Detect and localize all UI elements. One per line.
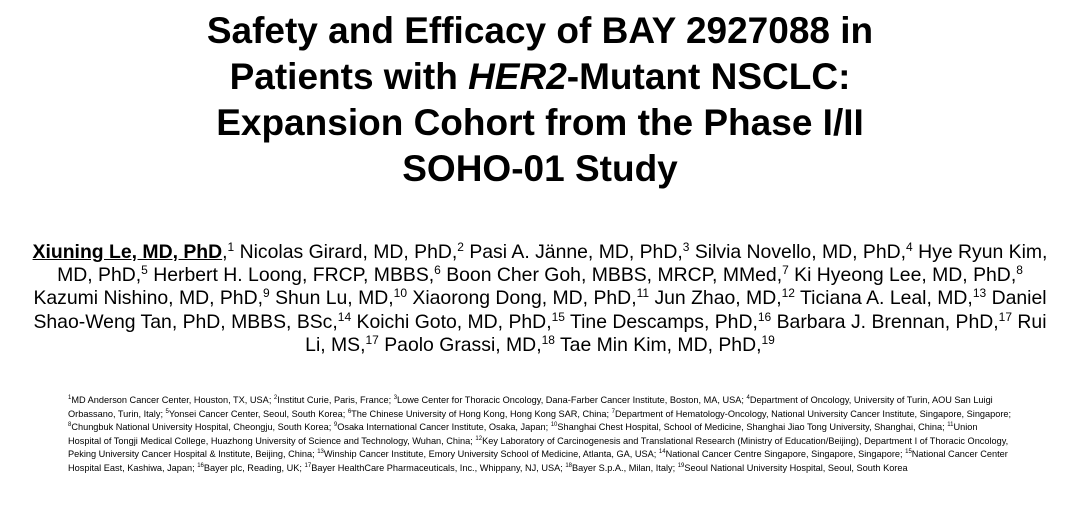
author-name: Ticiana A. Leal, MD xyxy=(800,287,968,310)
author-name: Ki Hyeong Lee, MD, PhD xyxy=(794,264,1011,287)
author-name: Xiaorong Dong, MD, PhD xyxy=(412,287,632,310)
affiliation-text: Chungbuk National University Hospital, Cheongju, South Korea xyxy=(71,422,329,433)
affiliation-number: 1 xyxy=(68,395,72,401)
affiliation-text: Osaka International Cancer Institute, Osaka, Japan xyxy=(337,422,546,433)
affiliation-number: 9 xyxy=(333,422,338,429)
title-line-1: Safety and Efficacy of BAY 2927088 in xyxy=(206,10,874,51)
affiliation-number: 12 xyxy=(475,435,483,442)
author-name: Nicolas Girard, MD, PhD xyxy=(239,241,452,263)
affiliation-text: Department of Oncology, University of Turin, AOU San Luigi Orbassano, Turin, Italy xyxy=(68,395,993,419)
title-line-4: SOHO-01 Study xyxy=(402,148,678,189)
affiliation-text: MD Anderson Cancer Center, Houston, TX, USA xyxy=(71,395,269,405)
affiliation-number: 2 xyxy=(273,395,278,401)
author-name: Kazumi Nishino, MD, PhD xyxy=(33,287,258,310)
affiliation-text: Winship Cancer Institute, Emory University School of Medicine, Atlanta, GA, USA xyxy=(323,449,654,460)
author-name: Jun Zhao, MD xyxy=(654,287,777,310)
author-list: Xiuning Le, MD, PhD,$^1$ Nicolas Girard, MD, PhD,$^2$ Pasi A. Jänne, MD, PhD,$^3$ Silvia Novello, MD, PhD,$^4$ Hye Ryun Kim, MD, PhD,$^5$ Herbert H. Loong, FRCP, MBBS,$^6$ Boon Cher Goh, MBBS, MRCP, MMed,$^7$ Ki Hyeong Lee, MD, PhD,$^8$ Kazumi Nishino, MD, PhD,$^9$ Shun Lu, MD,$^{10}$ Xiaorong Dong, MD, PhD,$^{11}$ Jun Zhao, MD,$^{12}$ Ticiana A. Leal, MD,$^{13}$ Daniel Shao-Weng Tan, PhD, MBBS, BSc,$^{14}$ Koichi Goto, MD, PhD,$^{15}$ Tine Descamps, PhD,$^{16}$ Barbara J. Brennan, PhD,$^{17}$ Rui Li, MS,$^{17}$ Paolo Grassi, MD,$^{18}$ Tae Min Kim, MD, PhD,$^{19}$ xyxy=(32,240,1048,356)
author-affiliation-number: 12 xyxy=(781,286,795,301)
author-name: Hye Ryun Kim, MD, PhD xyxy=(57,241,1048,287)
affiliation-number: 18 xyxy=(565,462,573,469)
affiliation-text: Shanghai Chest Hospital, School of Medicine, Shanghai Jiao Tong University, Shanghai, China xyxy=(557,422,943,433)
affiliation-number: 16 xyxy=(197,462,204,469)
author-affiliation-number: 9 xyxy=(262,286,270,301)
author-affiliation-number: 11 xyxy=(636,286,650,301)
affiliation-number: 3 xyxy=(393,395,398,401)
affiliation-number: 19 xyxy=(677,462,685,469)
affiliation-number: 17 xyxy=(304,462,312,469)
author-affiliation-number: 17 xyxy=(365,332,379,347)
affiliation-text: Yonsei Cancer Center, Seoul, South Korea xyxy=(168,408,343,419)
author-affiliation-number: 8 xyxy=(1016,263,1023,278)
author-name: Herbert H. Loong, FRCP, MBBS xyxy=(153,264,429,287)
title-gene-name: HER2 xyxy=(468,56,567,97)
affiliation-text: Bayer plc, Reading, UK xyxy=(203,462,300,473)
author-name: Shun Lu, MD xyxy=(275,287,389,310)
author-affiliation-number: 14 xyxy=(337,309,352,324)
author-affiliation-number: 6 xyxy=(434,263,441,278)
author-name: Silvia Novello, MD, PhD xyxy=(694,241,901,263)
affiliation-number: 10 xyxy=(550,422,558,429)
affiliation-text: Institut Curie, Paris, France xyxy=(277,395,389,405)
affiliation-number: 14 xyxy=(658,449,666,456)
affiliation-text: Union Hospital of Tongji Medical College, Huazhong University of Science and Technology, Wuhan, China xyxy=(68,422,978,446)
affiliation-text: National Cancer Center Hospital East, Kashiwa, Japan xyxy=(68,449,1008,473)
author-name: Daniel Shao-Weng Tan, PhD, MBBS, BSc xyxy=(33,287,1047,333)
affiliation-number: 6 xyxy=(347,408,352,415)
affiliation-text: National Cancer Centre Singapore, Singapore, Singapore xyxy=(665,449,900,460)
author-affiliation-number: 3 xyxy=(682,240,690,254)
title-line-2-suffix: -Mutant NSCLC: xyxy=(566,56,851,97)
affiliation-number: 7 xyxy=(611,408,615,415)
author-affiliation-number: 19 xyxy=(761,332,775,347)
author-name: Pasi A. Jänne, MD, PhD xyxy=(469,241,678,263)
author-affiliation-number: 15 xyxy=(551,309,565,324)
author-affiliation-number: 13 xyxy=(972,286,987,301)
affiliation-number: 11 xyxy=(947,422,954,429)
title-line-2-prefix: Patients with xyxy=(229,56,469,97)
author-affiliation-number: 16 xyxy=(757,309,772,324)
affiliation-text: Department of Hematology-Oncology, National University Cancer Institute, Singapore, Singapore xyxy=(614,408,1009,419)
affiliation-text: Key Laboratory of Carcinogenesis and Translational Research (Ministry of Education/Beijing), Department I of Thoracic Oncology, Peking University Cancer Hospital & Institute, Beijing, China xyxy=(68,435,1009,460)
affiliation-text: The Chinese University of Hong Kong, Hong Kong SAR, China xyxy=(351,408,607,419)
affiliation-list: $^1$MD Anderson Cancer Center, Houston, TX, USA; $^2$Institut Curie, Paris, France; $^3$Lowe Center for Thoracic Oncology, Dana-Farber Cancer Institute, Boston, MA, USA; $^4$Department of Oncology, University of Turin, AOU San Luigi Orbassano, Turin, Italy; $^5$Yonsei Cancer Center, Seoul, South Korea; $^6$The Chinese University of Hong Kong, Hong Kong SAR, China; $^7$Department of Hematology-Oncology, National University Cancer Institute, Singapore, Singapore; $^8$Chungbuk National University Hospital, Cheongju, South Korea; $^9$Osaka International Cancer Institute, Osaka, Japan; $^{10}$Shanghai Chest Hospital, School of Medicine, Shanghai Jiao Tong University, Shanghai, China; $^{11}$Union Hospital of Tongji Medical College, Huazhong University of Science and Technology, Wuhan, China; $^{12}$Key Laboratory of Carcinogenesis and Translational Research (Ministry of Education/Beijing), Department I of Thoracic Oncology, Peking University Cancer Hospital & Institute, Beijing, China; $^{13}$Winship Cancer Institute, Emory University School of Medicine, Atlanta, GA, USA; $^{14}$National Cancer Centre Singapore, Singapore, Singapore; $^{15}$National Cancer Center Hospital East, Kashiwa, Japan; $^{16}$Bayer plc, Reading, UK; $^{17}$Bayer HealthCare Pharmaceuticals, Inc., Whippany, NJ, USA; $^{18}$Bayer S.p.A., Milan, Italy; $^{19}$Seoul National University Hospital, Seoul, South Korea xyxy=(68,395,1012,473)
affiliation-number: 4 xyxy=(746,395,750,401)
author-affiliation-number: 18 xyxy=(541,332,555,347)
presenting-author-name: Xiuning Le, MD, PhD xyxy=(32,241,223,263)
author-name: Rui Li, MS xyxy=(305,310,1047,356)
author-name: Paolo Grassi, MD xyxy=(384,333,537,356)
affiliation-number: 13 xyxy=(317,449,324,456)
affiliation-text: Seoul National University Hospital, Seoul, South Korea xyxy=(684,462,908,473)
author-affiliation-number: 5 xyxy=(141,263,148,278)
title-line-3: Expansion Cohort from the Phase I/II xyxy=(216,102,864,143)
affiliation-text: Lowe Center for Thoracic Oncology, Dana-Farber Cancer Institute, Boston, MA, USA xyxy=(397,395,742,405)
affiliation-text: Bayer HealthCare Pharmaceuticals, Inc., Whippany, NJ, USA xyxy=(311,462,561,473)
author-name: Tae Min Kim, MD, PhD xyxy=(559,333,757,356)
author-affiliation-number: 2 xyxy=(457,240,464,254)
author-affiliation-number: 7 xyxy=(782,263,789,278)
author-affiliation-number: 10 xyxy=(393,286,407,301)
author-name: Tine Descamps, PhD xyxy=(569,310,753,333)
author-affiliation-number: 17 xyxy=(998,309,1013,324)
affiliation-number: 15 xyxy=(905,449,912,456)
author-name: Boon Cher Goh, MBBS, MRCP, MMed xyxy=(446,264,777,287)
poster-title xyxy=(0,8,1080,192)
affiliation-number: 8 xyxy=(68,422,72,429)
author-affiliation-number: 1 xyxy=(227,240,235,254)
author-affiliation-number: 4 xyxy=(906,240,913,254)
author-name: Koichi Goto, MD, PhD xyxy=(356,310,547,333)
affiliation-number: 5 xyxy=(165,408,169,415)
affiliation-text: Bayer S.p.A., Milan, Italy xyxy=(572,462,673,473)
author-name: Barbara J. Brennan, PhD xyxy=(776,310,994,333)
